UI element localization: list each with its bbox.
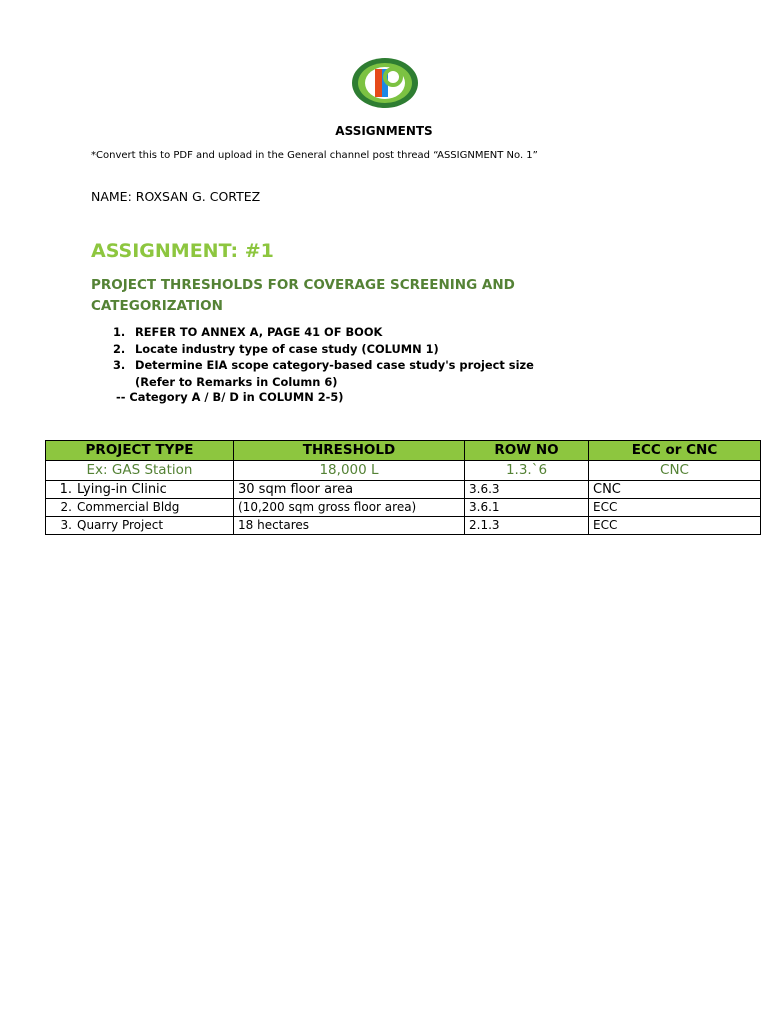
threshold-cell: 30 sqm floor area [234,481,465,499]
school-logo [351,57,419,109]
project-type-cell: 1. Lying-in Clinic [46,481,234,499]
example-threshold: 18,000 L [234,461,465,481]
project-title: PROJECT THRESHOLDS FOR COVERAGE SCREENING AND CATEGORIZATION [91,277,515,314]
thresholds-table [45,440,761,535]
example-project-type: Ex: GAS Station [46,461,234,481]
document-heading: ASSIGNMENTS [335,124,433,138]
table-row [46,481,761,499]
project-type-cell: 2. Commercial Bldg [46,499,234,517]
threshold-cell: 18 hectares [234,517,465,535]
student-name: NAME: ROXSAN G. CORTEZ [91,189,261,204]
row-no-cell: 3.6.1 [465,499,589,517]
col-header-threshold: THRESHOLD [234,441,465,461]
table-row [46,499,761,517]
ecc-cell: CNC [589,481,761,499]
list-item: 3. Determine EIA scope category-based case study's project size [113,358,534,372]
row-no-cell: 3.6.3 [465,481,589,499]
ecc-cell: ECC [589,517,761,535]
assignment-title: ASSIGNMENT: #1 [91,240,274,262]
threshold-cell: (10,200 sqm gross floor area) [234,499,465,517]
table-row [46,517,761,535]
ecc-cell: ECC [589,499,761,517]
category-note: -- Category A / B/ D in COLUMN 2-5) [116,390,344,404]
steps-list [113,324,534,390]
col-header-row-no: ROW NO [465,441,589,461]
example-row-no: 1.3.`6 [465,461,589,481]
row-no-cell: 2.1.3 [465,517,589,535]
table-header-row [46,441,761,461]
col-header-ecc-cnc: ECC or CNC [589,441,761,461]
list-item: 2. Locate industry type of case study (COLUMN 1) [113,341,439,356]
example-row [46,461,761,481]
example-ecc: CNC [589,461,761,481]
step-3-continuation: (Refer to Remarks in Column 6) [135,374,338,389]
list-item: 1. REFER TO ANNEX A, PAGE 41 OF BOOK [113,325,383,339]
project-type-cell: 3. Quarry Project [46,517,234,535]
instruction-note: *Convert this to PDF and upload in the General channel post thread “ASSIGNMENT No. 1” [91,150,538,161]
col-header-project-type: PROJECT TYPE [46,441,234,461]
